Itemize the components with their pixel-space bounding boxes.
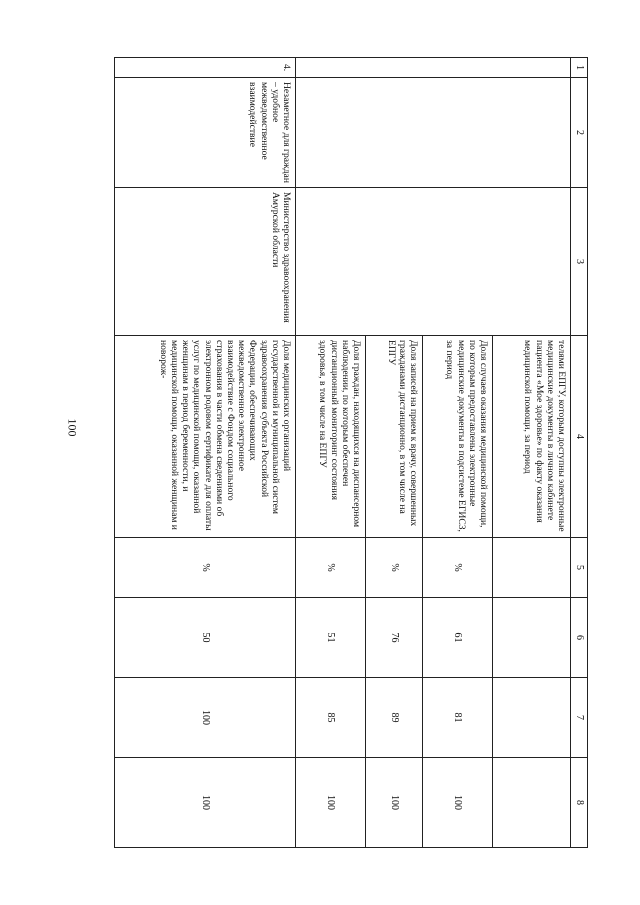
value-cell: 61 [423, 598, 493, 678]
unit-cell: % [296, 538, 366, 598]
page-number: 100 [65, 418, 80, 437]
table-header-row [571, 58, 588, 848]
header-cell: 1 [571, 58, 588, 78]
value-cell: 81 [423, 678, 493, 758]
header-cell: 6 [571, 598, 588, 678]
header-cell: 4 [571, 336, 588, 538]
task-cell [296, 78, 571, 188]
value-cell: 100 [296, 758, 366, 848]
value-cell: 51 [296, 598, 366, 678]
value-cell: 76 [366, 598, 423, 678]
header-cell: 8 [571, 758, 588, 848]
table-row [115, 58, 296, 848]
header-cell: 3 [571, 188, 588, 336]
value-cell: 100 [115, 678, 296, 758]
indicator-cell: Доля случаев оказания медицинской помощи, по которым предоставлены электронные медицинские документы в подсистеме ЕГИСЗ, за период [423, 336, 493, 538]
rotated-table-container [114, 57, 588, 847]
indicator-cell: телями ЕПГУ, которым доступны электронные медицинские документы в личном кабинете пациента «Мое здоровье» по факту оказания медицинской помощи, за период [493, 336, 571, 538]
unit-cell [493, 538, 571, 598]
value-cell [493, 598, 571, 678]
value-cell: 100 [115, 758, 296, 848]
unit-cell: % [115, 538, 296, 598]
row-number-cell: 4. [115, 58, 296, 78]
task-cell: Незаметное для граждан – удобное межведомственное взаимодействие [115, 78, 296, 188]
header-cell: 5 [571, 538, 588, 598]
value-cell: 89 [366, 678, 423, 758]
unit-cell: % [366, 538, 423, 598]
value-cell [493, 678, 571, 758]
value-cell [493, 758, 571, 848]
indicator-cell: Доля граждан, находящихся на диспансерном наблюдении, по которым обеспечен дистанционный мониторинг состояния здоровья, в том числе на ЕПГУ [296, 336, 366, 538]
unit-cell: % [423, 538, 493, 598]
responsible-cell [296, 188, 571, 336]
table-row [493, 58, 571, 848]
value-cell: 100 [366, 758, 423, 848]
responsible-cell: Министерство здравоохранения Амурской области [115, 188, 296, 336]
value-cell: 50 [115, 598, 296, 678]
header-cell: 7 [571, 678, 588, 758]
header-cell: 2 [571, 78, 588, 188]
indicators-table [114, 57, 588, 848]
indicator-cell: Доля записей на прием к врачу, совершенных гражданами дистанционно, в том числе на ЕПГУ [366, 336, 423, 538]
value-cell: 85 [296, 678, 366, 758]
indicator-cell: Доля медицинских организаций государственной и муниципальной систем здравоохранения субъекта Российской Федерации, обеспечивающих межведомственное электронное взаимодействие с Фондом социального страхования в части обмена сведениями об электронном родовом сертификате для оплаты услуг по медицинской помощи, оказанной женщинам в период беременности, и медицинской помощи, оказанной женщинам и новорож- [115, 336, 296, 538]
value-cell: 100 [423, 758, 493, 848]
row-number-cell [296, 58, 571, 78]
